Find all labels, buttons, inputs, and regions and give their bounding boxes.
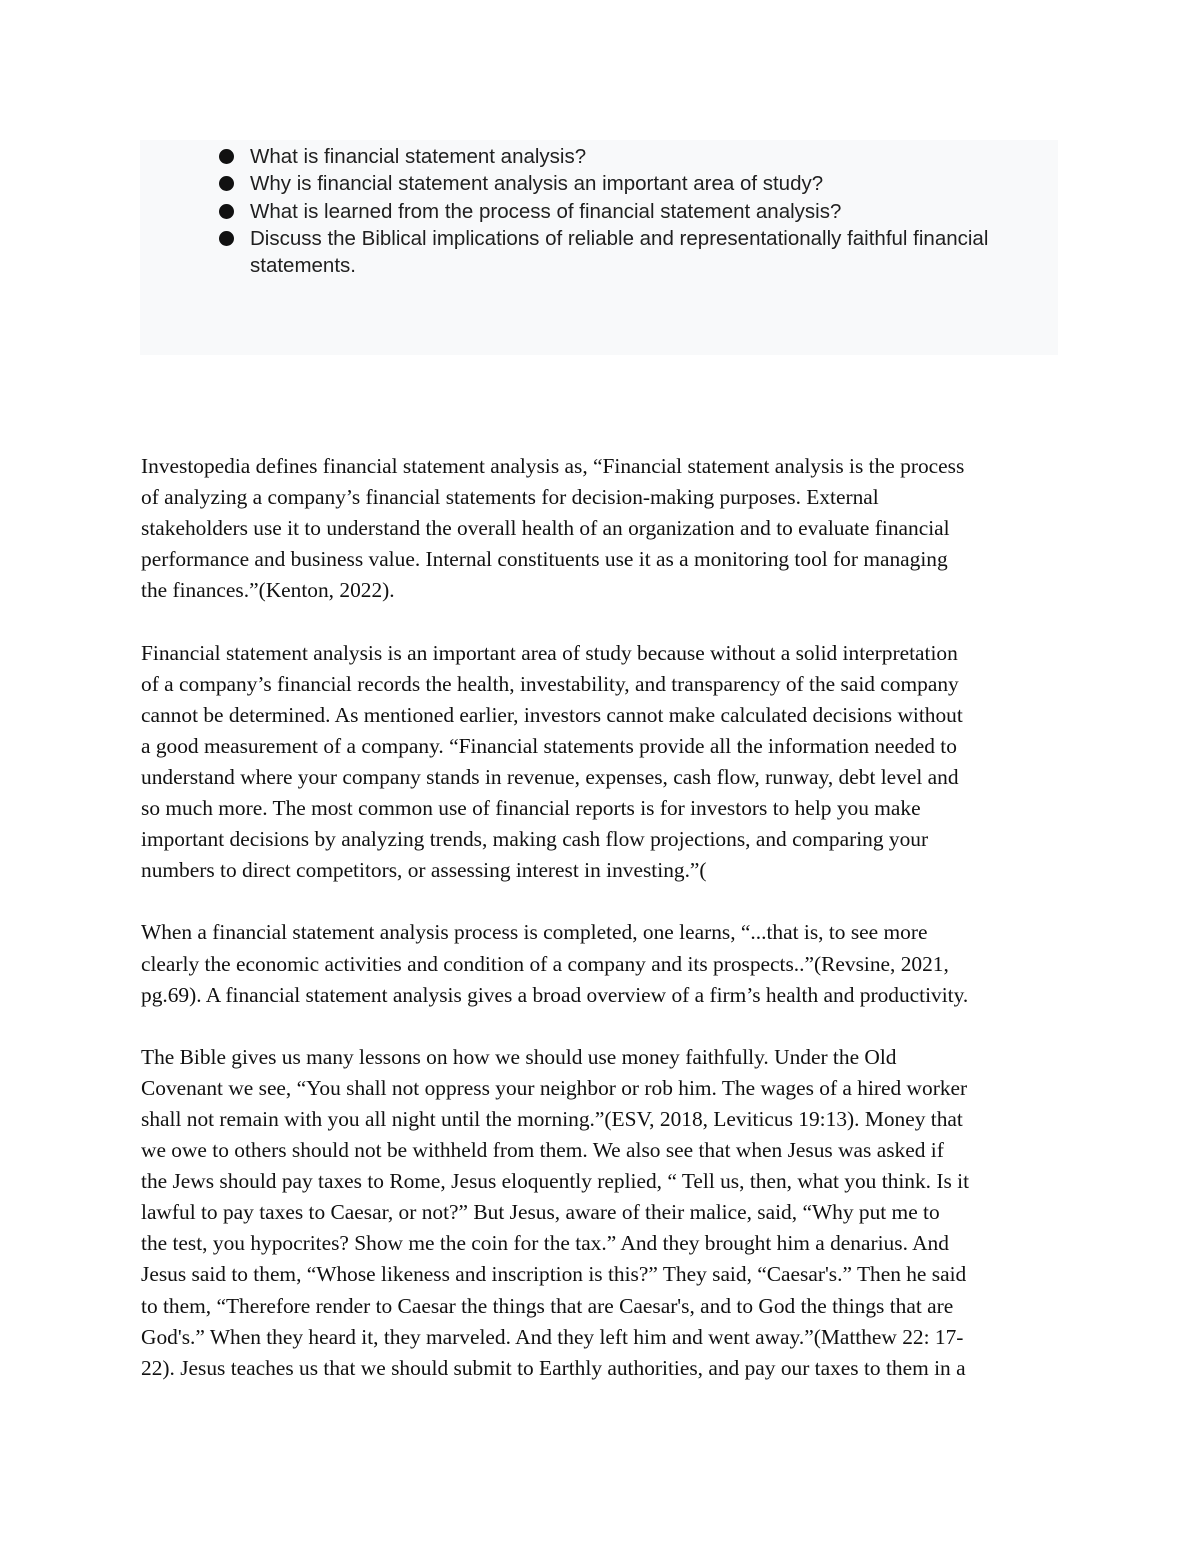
paragraph-biblical xyxy=(141,1042,1066,1384)
text-line: 22). Jesus teaches us that we should submit to Earthly authorities, and pay our taxes to them in a xyxy=(141,1355,966,1380)
text-line: cannot be determined. As mentioned earlier, investors cannot make calculated decisions without xyxy=(141,702,963,727)
text-line: Covenant we see, “You shall not oppress your neighbor or rob him. The wages of a hired worker xyxy=(141,1075,968,1100)
text-line: the test, you hypocrites? Show me the coin for the tax.” And they brought him a denarius. And xyxy=(141,1231,949,1256)
text-line: clearly the economic activities and condition of a company and its prospects..”(Revsine, 2021, xyxy=(141,951,949,976)
text-line: a good measurement of a company. “Financial statements provide all the information needed to xyxy=(141,733,957,758)
text-line: stakeholders use it to understand the overall health of an organization and to evaluate financial xyxy=(141,516,950,541)
prompt-item xyxy=(214,198,1044,225)
text-line: numbers to direct competitors, or assessing interest in investing.”( xyxy=(141,858,707,883)
text-line: so much more. The most common use of financial reports is for investors to help you make xyxy=(141,796,921,821)
prompt-item xyxy=(214,143,1044,170)
essay-body xyxy=(141,451,1066,1384)
text-line: Financial statement analysis is an important area of study because without a solid interpretation xyxy=(141,640,958,665)
text-line: God's.” When they heard it, they marveled. And they left him and went away.”(Matthew 22: 17- xyxy=(141,1324,964,1349)
text-line: Jesus said to them, “Whose likeness and inscription is this?” They said, “Caesar's.” Then he said xyxy=(141,1262,967,1287)
text-line: of analyzing a company’s financial statements for decision-making purposes. External xyxy=(141,485,879,510)
text-line: Investopedia defines financial statement analysis as, “Financial statement analysis is the process xyxy=(141,454,965,478)
text-line: to them, “Therefore render to Caesar the things that are Caesar's, and to God the things that are xyxy=(141,1293,954,1318)
prompt-item xyxy=(214,170,1044,197)
text-line: pg.69). A financial statement analysis gives a broad overview of a firm’s health and productivity. xyxy=(141,982,969,1007)
text-line: we owe to others should not be withheld from them. We also see that when Jesus was asked if xyxy=(141,1138,944,1163)
text-line: of a company’s financial records the health, investability, and transparency of the said company xyxy=(141,671,959,696)
prompt-text: What is learned from the process of financial statement analysis? xyxy=(250,199,842,223)
discussion-prompt-list xyxy=(214,143,1044,279)
prompt-text: What is financial statement analysis? xyxy=(250,145,587,168)
bullet-icon xyxy=(219,176,234,191)
text-line: important decisions by analyzing trends, making cash flow projections, and comparing your xyxy=(141,827,929,852)
text-line: lawful to pay taxes to Caesar, or not?” But Jesus, aware of their malice, said, “Why put me to xyxy=(141,1200,940,1225)
paragraph-importance xyxy=(141,638,1066,887)
text-line: performance and business value. Internal constituents use it as a monitoring tool for managing xyxy=(141,547,948,572)
paragraph-learned xyxy=(141,917,1066,1010)
text-line: the finances.”(Kenton, 2022). xyxy=(141,578,395,603)
text-line: The Bible gives us many lessons on how we should use money faithfully. Under the Old xyxy=(141,1044,897,1069)
bullet-icon xyxy=(219,231,234,246)
text-line: understand where your company stands in revenue, expenses, cash flow, runway, debt level and xyxy=(141,764,959,789)
paragraph-definition xyxy=(141,451,1066,606)
bullet-icon xyxy=(219,149,234,164)
prompt-text: Discuss the Biblical implications of reliable and representationally faithful financial statements. xyxy=(250,226,989,278)
prompt-item xyxy=(214,225,1044,280)
prompt-text: Why is financial statement analysis an important area of study? xyxy=(250,172,824,196)
text-line: the Jews should pay taxes to Rome, Jesus eloquently replied, “ Tell us, then, what you think. Is it xyxy=(141,1169,970,1194)
text-line: When a financial statement analysis process is completed, one learns, “...that is, to see more xyxy=(141,920,928,945)
text-line: shall not remain with you all night until the morning.”(ESV, 2018, Leviticus 19:13). Money that xyxy=(141,1106,963,1131)
bullet-icon xyxy=(219,204,234,219)
